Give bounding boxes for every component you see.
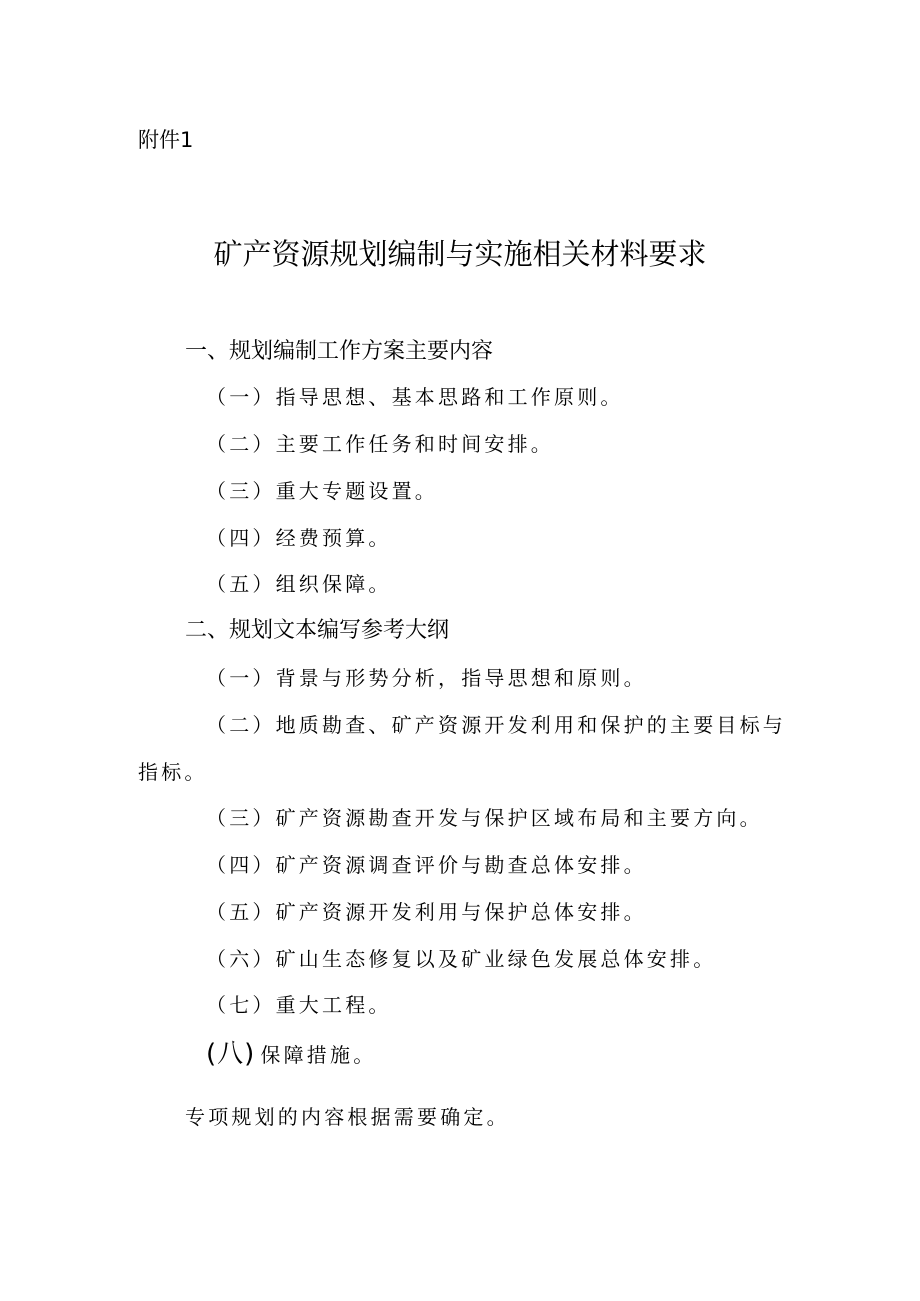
attachment-label: 附件1 xyxy=(138,128,194,152)
section-2-item-7: （七）重大工程。 xyxy=(206,993,392,1017)
section-2-heading: 二、规划文本编写参考大纲 xyxy=(185,618,450,643)
section-2-item-6: （六）矿山生态修复以及矿业绿色发展总体安排。 xyxy=(206,947,717,971)
section-1-item-4: （四）经费预算。 xyxy=(206,526,392,550)
section-2-item-8 xyxy=(206,1034,376,1077)
section-2-item-4: （四）矿产资源调查评价与勘查总体安排。 xyxy=(206,853,647,877)
section-2-item-8-number: (八) xyxy=(206,1039,256,1069)
section-2-item-5: （五）矿产资源开发利用与保护总体安排。 xyxy=(206,900,647,924)
section-1-item-3: （三）重大专题设置。 xyxy=(206,479,438,503)
section-2-item-8-text: 保障措施。 xyxy=(260,1043,377,1067)
closing-note: 专项规划的内容根据需要确定。 xyxy=(185,1105,510,1129)
document-title: 矿产资源规划编制与实施相关材料要求 xyxy=(213,237,707,271)
section-1-heading: 一、规划编制工作方案主要内容 xyxy=(185,339,494,364)
section-1-item-1: （一）指导思想、基本思路和工作原则。 xyxy=(206,385,624,409)
section-2-item-1: （一）背景与形势分析，指导思想和原则。 xyxy=(206,666,647,690)
section-2-item-3: （三）矿产资源勘查开发与保护区域布局和主要方向。 xyxy=(206,806,763,830)
section-1-item-2: （二）主要工作任务和时间安排。 xyxy=(206,432,554,456)
section-2-item-2: （二）地质勘查、矿产资源开发利用和保护的主要目标与 xyxy=(206,713,786,737)
section-2-item-2-continuation: 指标。 xyxy=(138,760,208,784)
section-1-item-5: （五）组织保障。 xyxy=(206,572,392,596)
